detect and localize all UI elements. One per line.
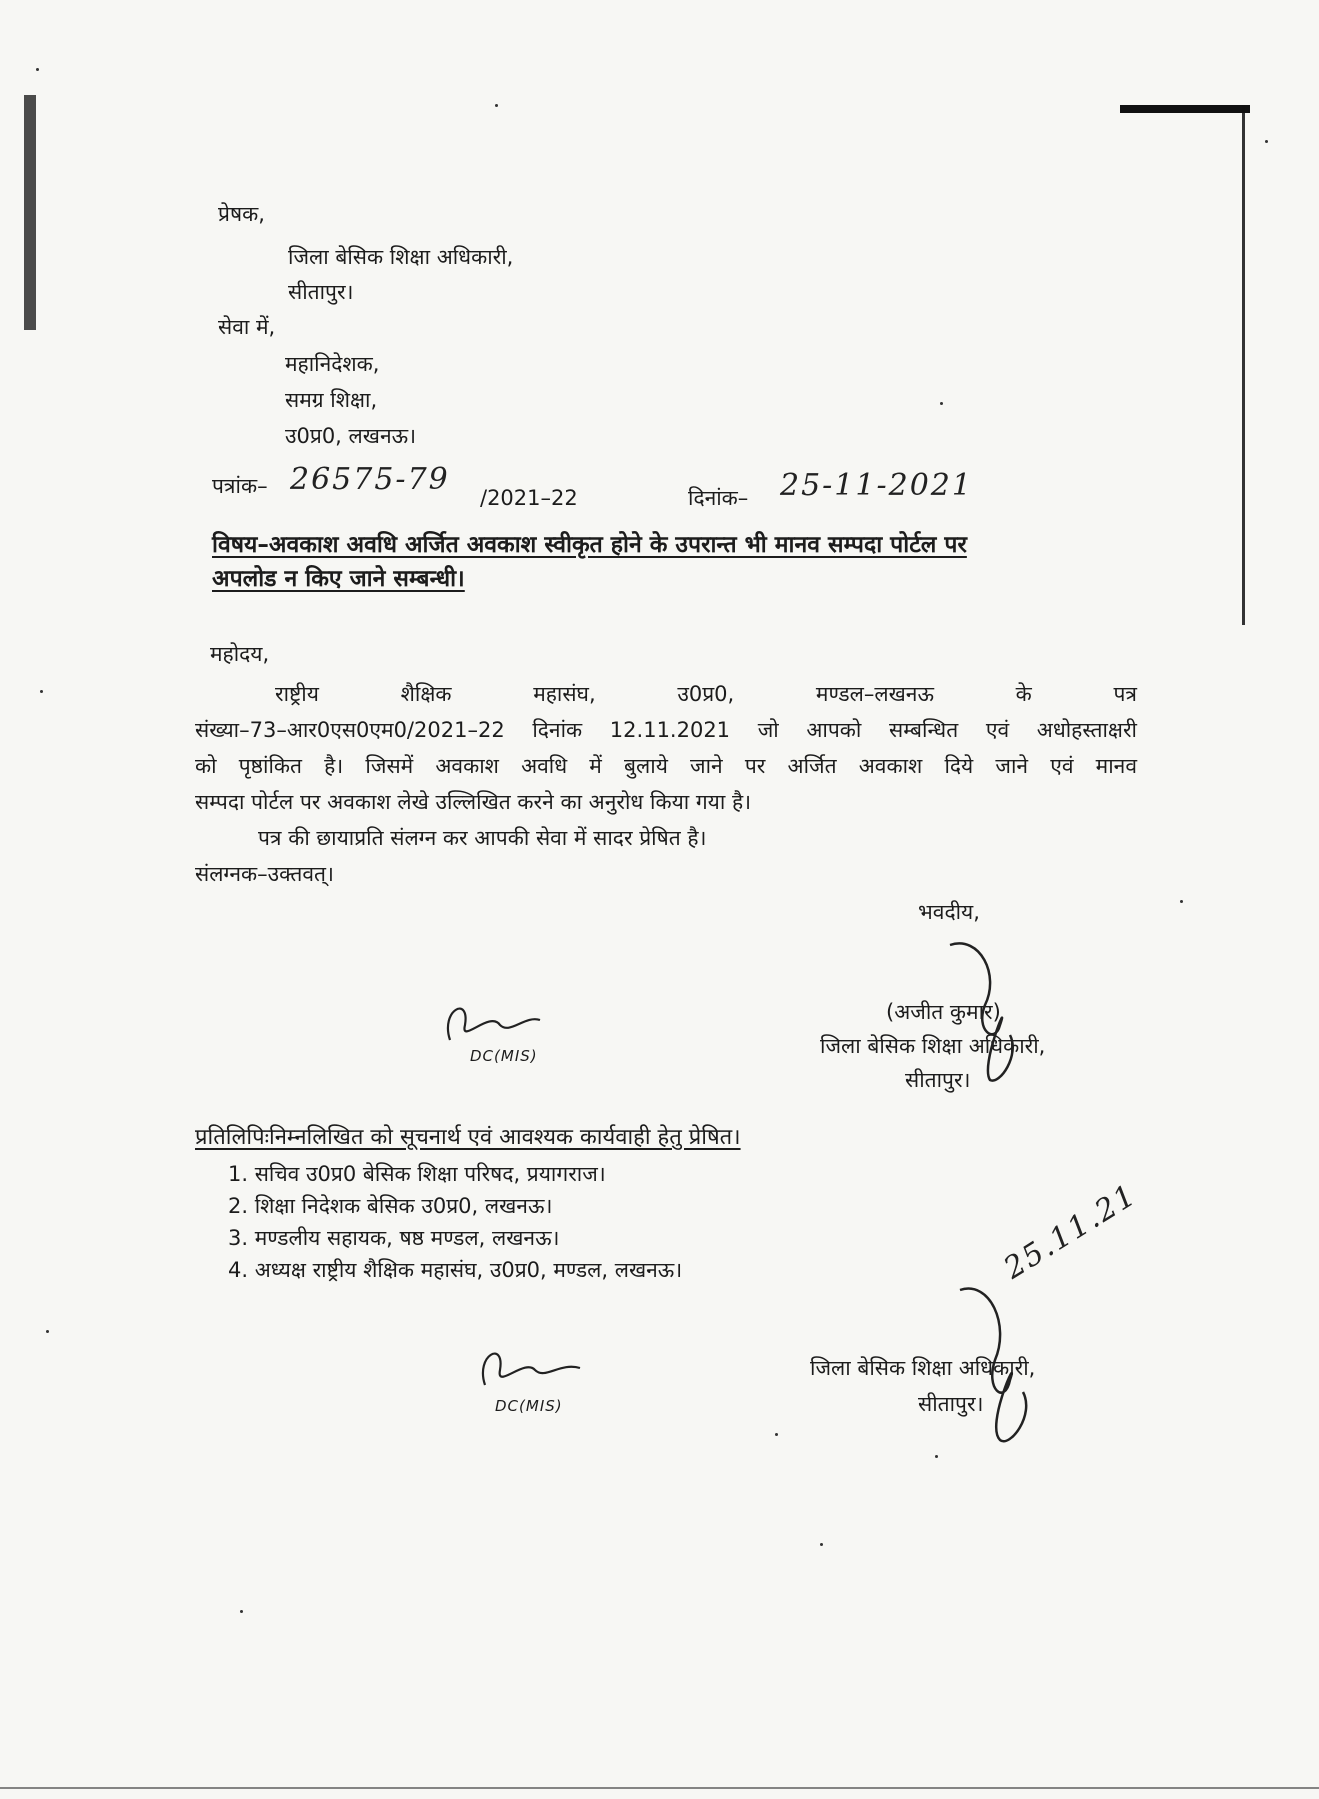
signatory-2-designation: जिला बेसिक शिक्षा अधिकारी, bbox=[810, 1356, 1036, 1380]
signatory-name: (अजीत कुमार) bbox=[886, 1000, 1001, 1024]
sender-label: प्रेषक, bbox=[218, 202, 265, 226]
recipient-line-2: समग्र शिक्षा, bbox=[285, 388, 378, 412]
date-value: 25-11-2021 bbox=[780, 468, 973, 503]
scan-edge-top-right bbox=[1120, 105, 1250, 113]
yours-faithfully: भवदीय, bbox=[918, 900, 980, 924]
scan-edge-right bbox=[1242, 105, 1245, 625]
body-line-3 bbox=[195, 752, 1137, 780]
copy-item-4: 4. अध्यक्ष राष्ट्रीय शैक्षिक महासंघ, उ0प्र0, मण्डल, लखनऊ। bbox=[228, 1258, 683, 1282]
patrank-label: पत्रांक– bbox=[212, 474, 268, 498]
salutation: महोदय, bbox=[210, 642, 270, 666]
body-text-3: को पृष्ठांकित है। जिसमें अवकाश अवधि में बुलाये जाने पर अर्जित अवकाश दिये जाने एवं मानव bbox=[195, 754, 1137, 778]
sender-designation: जिला बेसिक शिक्षा अधिकारी, bbox=[288, 245, 514, 269]
copy-item-2: 2. शिक्षा निदेशक बेसिक उ0प्र0, लखनऊ। bbox=[228, 1194, 553, 1218]
scan-edge-left bbox=[24, 95, 36, 330]
signatory-2-place: सीतापुर। bbox=[918, 1392, 984, 1416]
signatory-place: सीतापुर। bbox=[905, 1068, 971, 1092]
enclosure: संलग्नक–उक्तवत्। bbox=[195, 862, 334, 886]
body-line-4: सम्पदा पोर्टल पर अवकाश लेखे उल्लिखित करने का अनुरोध किया गया है। bbox=[195, 790, 752, 814]
handwritten-date: 25.11.21 bbox=[997, 1177, 1144, 1287]
initials-label-2: DC(MIS) bbox=[495, 1397, 563, 1415]
body-text-2: संख्या–73–आर0एस0एम0/2021–22 दिनांक 12.11.2021 जो आपको सम्बन्धित एवं अधोहस्ताक्षरी bbox=[195, 718, 1137, 742]
recipient-label: सेवा में, bbox=[218, 315, 276, 339]
date-label: दिनांक– bbox=[688, 486, 749, 510]
initials-signature-2 bbox=[470, 1340, 600, 1400]
copy-item-3: 3. मण्डलीय सहायक, षष्ठ मण्डल, लखनऊ। bbox=[228, 1226, 560, 1250]
subject-line-1 bbox=[212, 531, 967, 559]
subject-text-1: विषय–अवकाश अवधि अर्जित अवकाश स्वीकृत होने के उपरान्त भी मानव सम्पदा पोर्टल पर bbox=[212, 532, 967, 558]
sender-place: सीतापुर। bbox=[288, 280, 354, 304]
initials-label-1: DC(MIS) bbox=[470, 1047, 538, 1065]
copy-heading bbox=[195, 1124, 741, 1152]
patrank-number: 26575-79 bbox=[290, 462, 450, 497]
body-line-5: पत्र की छायाप्रति संलग्न कर आपकी सेवा में सादर प्रेषित है। bbox=[258, 826, 707, 850]
body-text-1: राष्ट्रीय शैक्षिक महासंघ, उ0प्र0, मण्डल–लखनऊ के पत्र bbox=[275, 682, 1137, 706]
signatory-designation: जिला बेसिक शिक्षा अधिकारी, bbox=[820, 1034, 1046, 1058]
body-line-1 bbox=[275, 680, 1137, 708]
scan-edge-bottom bbox=[0, 1787, 1319, 1789]
copy-heading-text: प्रतिलिपिःनिम्नलिखित को सूचनार्थ एवं आवश्यक कार्यवाही हेतु प्रेषित। bbox=[195, 1125, 741, 1150]
recipient-line-3: उ0प्र0, लखनऊ। bbox=[285, 424, 417, 448]
subject-line-2 bbox=[212, 565, 465, 593]
signature-1 bbox=[940, 935, 1050, 1085]
subject-text-2: अपलोड न किए जाने सम्बन्धी। bbox=[212, 566, 465, 592]
copy-item-1: 1. सचिव उ0प्र0 बेसिक शिक्षा परिषद, प्रयागराज। bbox=[228, 1162, 606, 1186]
patrank-year: /2021–22 bbox=[480, 486, 578, 510]
recipient-line-1: महानिदेशक, bbox=[285, 352, 380, 376]
body-line-2 bbox=[195, 716, 1137, 744]
